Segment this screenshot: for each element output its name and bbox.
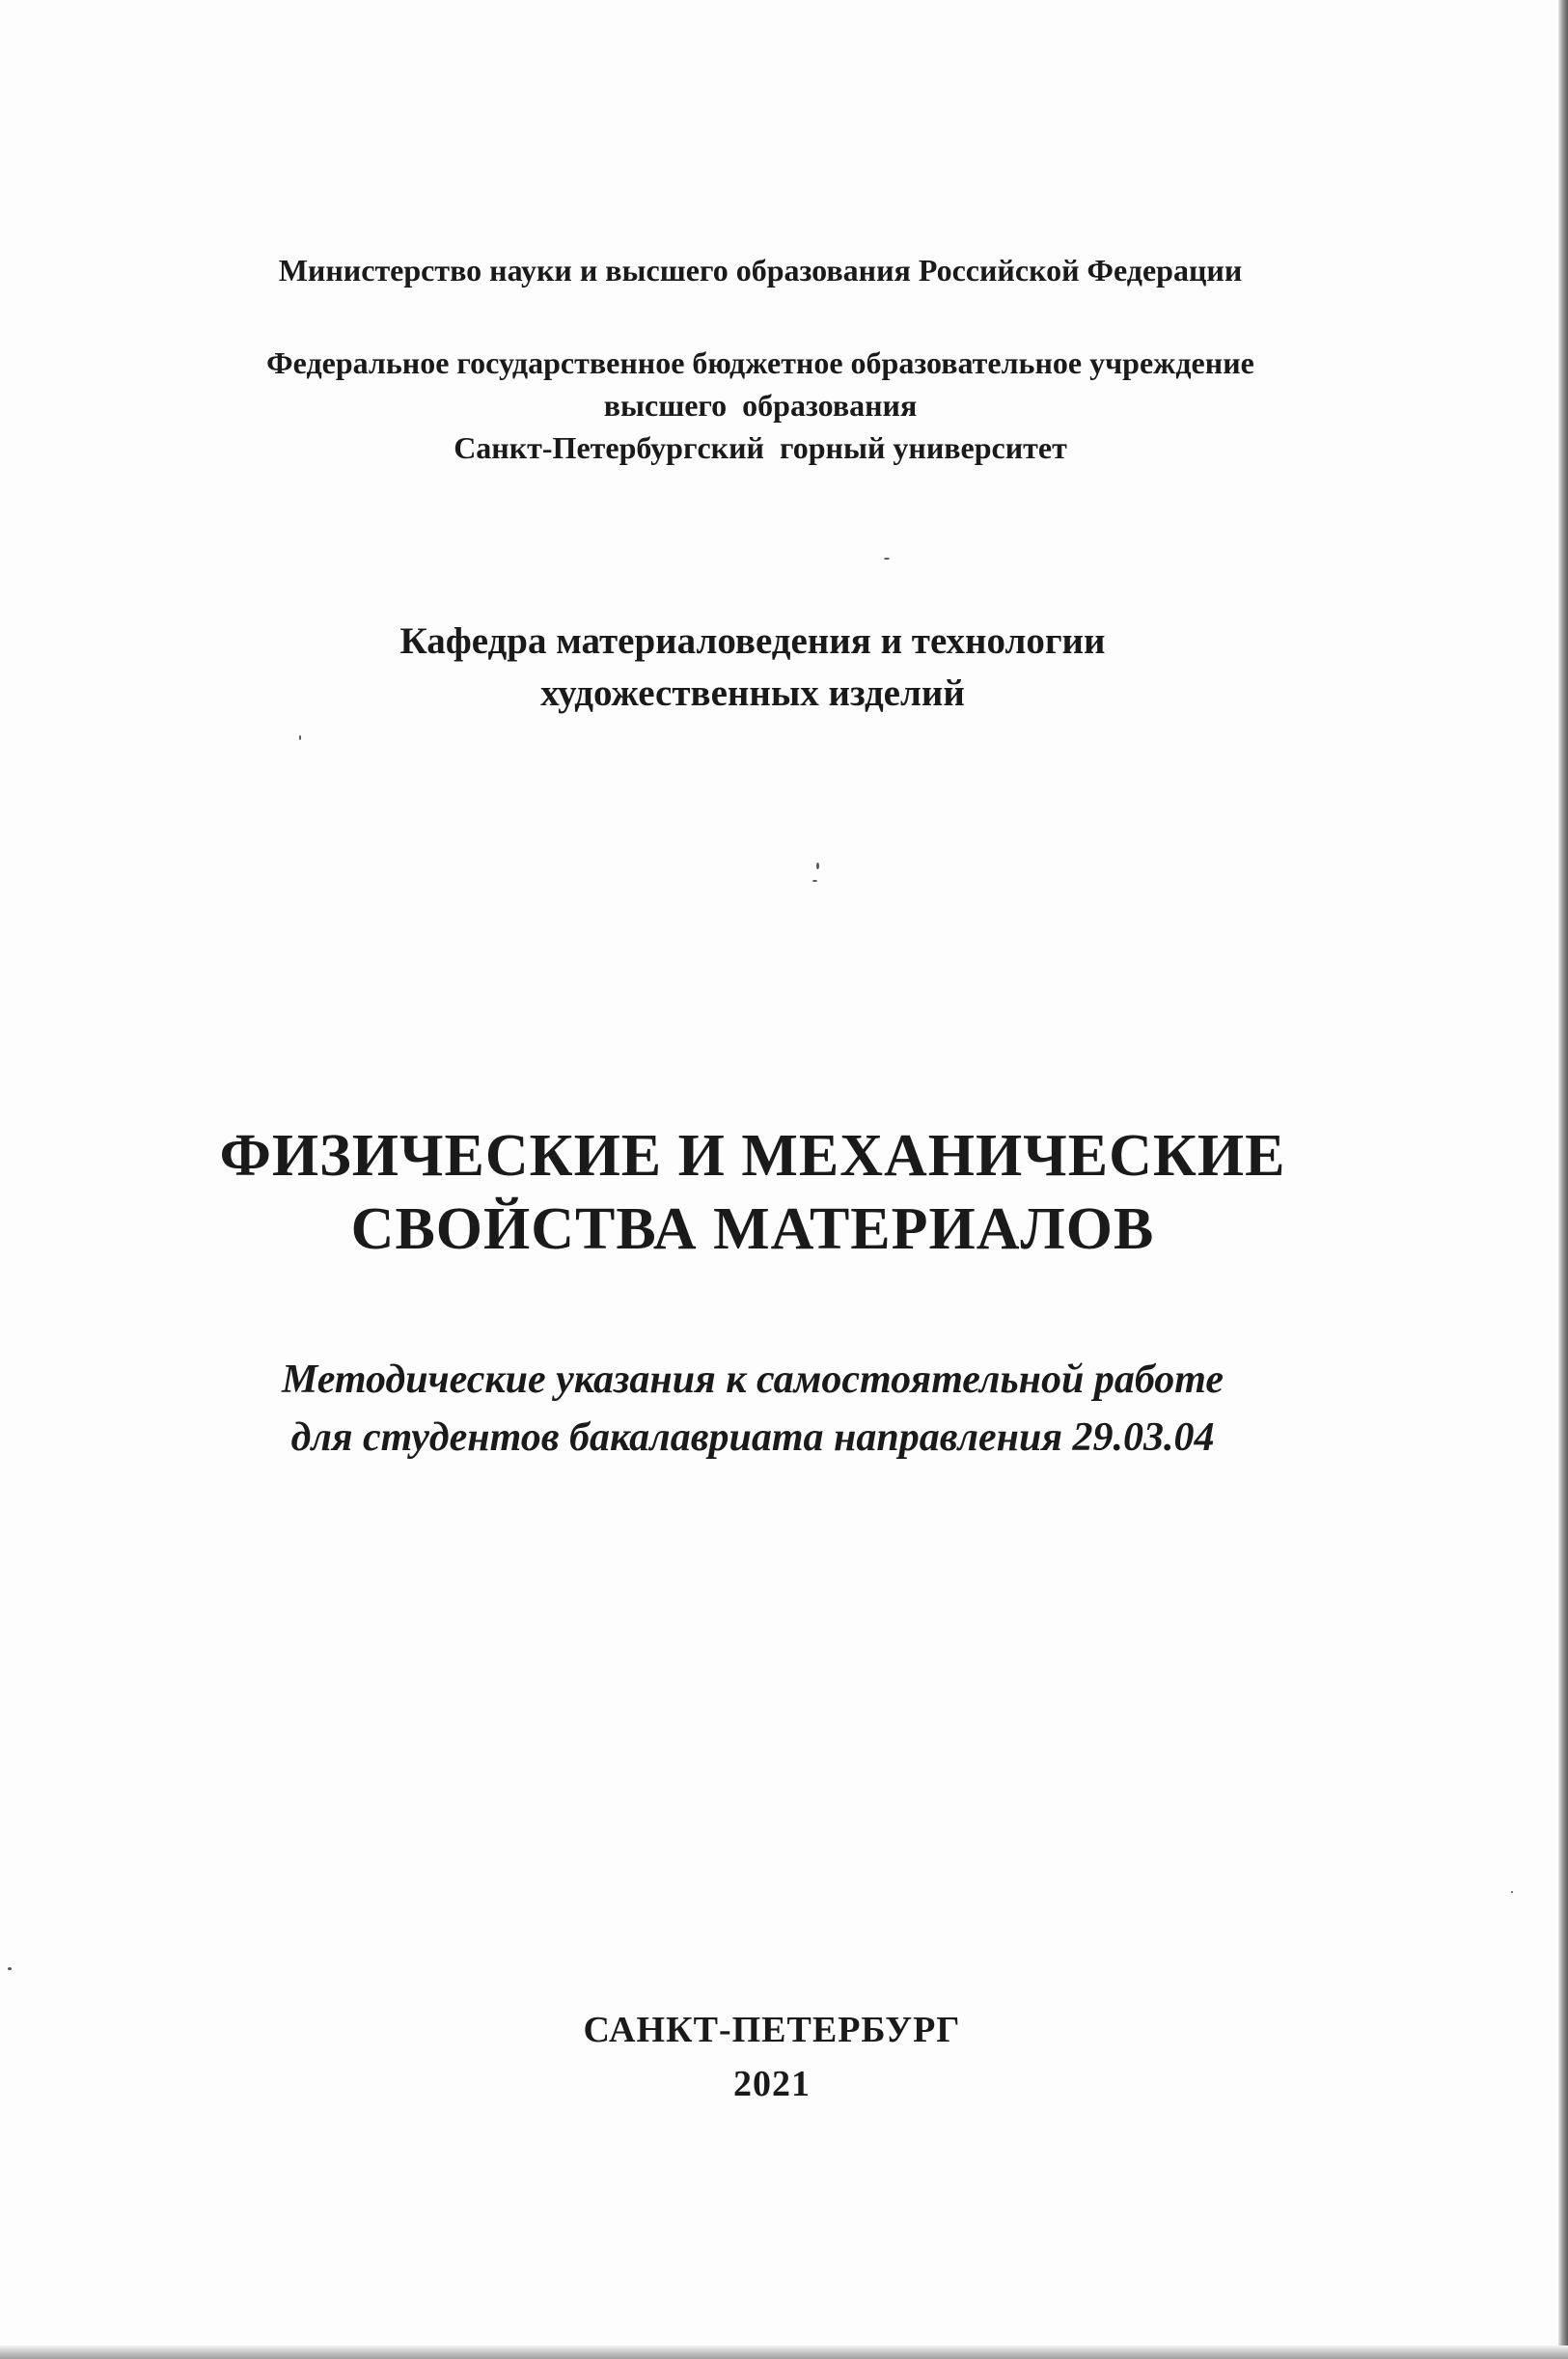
imprint xyxy=(29,2003,1515,2111)
scan-speck xyxy=(8,1967,12,1970)
scan-speck xyxy=(816,863,819,869)
scan-speck xyxy=(884,558,890,560)
department-line-1: Кафедра материаловедения и технологии xyxy=(399,620,1106,662)
subtitle-line-1: Методические указания к самостоятельной работе xyxy=(282,1358,1224,1402)
scan-speck xyxy=(299,735,301,740)
subtitle-line-2: для студентов бакалавриата направления 29.03.04 xyxy=(290,1415,1215,1460)
scan-edge-right xyxy=(1558,0,1568,2359)
title-line-1: ФИЗИЧЕСКИЕ И МЕХАНИЧЕСКИЕ xyxy=(219,1123,1286,1189)
institution-heading xyxy=(17,342,1503,469)
institution-line-1: Федеральное государственное бюджетное образовательное учреждение xyxy=(266,345,1254,380)
scan-speck xyxy=(1511,1891,1513,1893)
department-line-2: художественных изделий xyxy=(540,672,965,714)
document-subtitle xyxy=(10,1351,1496,1467)
institution-line-2: высшего образования xyxy=(603,388,918,423)
scan-speck xyxy=(812,880,817,882)
title-line-2: СВОЙСТВА МАТЕРИАЛОВ xyxy=(350,1196,1155,1262)
ministry-line: Министерство науки и высшего образования Российской Федерации xyxy=(278,253,1243,288)
department-heading xyxy=(10,616,1496,720)
imprint-city: САНКТ-ПЕТЕРБУРГ xyxy=(583,2010,961,2050)
scan-edge-bottom xyxy=(0,2345,1568,2359)
ministry-heading xyxy=(17,253,1503,288)
document-title xyxy=(10,1119,1496,1266)
institution-line-3: Санкт-Петербургский горный университет xyxy=(454,430,1067,465)
imprint-year: 2021 xyxy=(733,2064,811,2104)
